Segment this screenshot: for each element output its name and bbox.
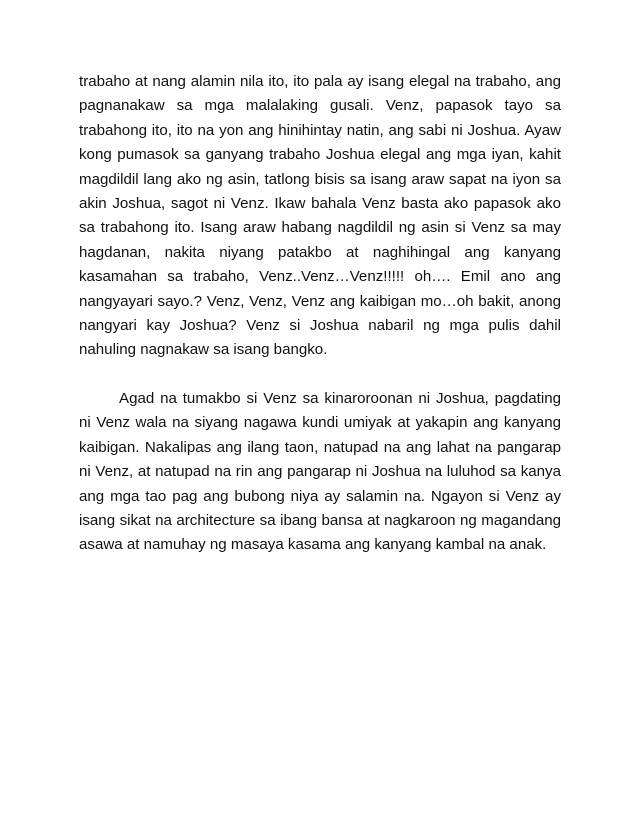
paragraph-2: Agad na tumakbo si Venz sa kinaroroonan ni Joshua, pagdating ni Venz wala na siyang nagawa kundi umiyak at yakapin ang kanyang kaibigan. Nakalipas ang ilang taon, natupad na ang lahat na pangarap ni Venz, at natupad na rin ang pangarap ni Joshua na luluhod sa kanya ang mga tao pag ang bubong niya ay salamin na. Ngayon si Venz ay isang sikat na architecture sa ibang bansa at nagkaroon ng magandang asawa at namuhay ng masaya kasama ang kanyang kambal na anak. — [79, 389, 561, 554]
document-body — [79, 70, 561, 558]
paragraph-1: trabaho at nang alamin nila ito, ito pala ay isang elegal na trabaho, ang pagnanakaw sa mga malalaking gusali. Venz, papasok tayo sa trabahong ito, ito na yon ang hinihintay natin, ang sabi ni Joshua. Ayaw kong pumasok sa ganyang trabaho Joshua elegal ang mga iyan, kahit magdildil lang ako ng asin, tatlong bisis sa isang araw sapat na iyon sa akin Joshua, sagot ni Venz. Ikaw bahala Venz basta ako papasok ako sa trabahong ito. Isang araw habang nagdildil ng asin si Venz sa may hagdanan, nakita niyang patakbo at naghihingal ang kanyang kasamahan sa trabaho, Venz..Venz…Venz!!!!! oh…. Emil ano ang nangyayari sayo.? Venz, Venz, Venz ang kaibigan mo…oh bakit, anong nangyari kay Joshua? Venz si Joshua nabaril ng mga pulis dahil nahuling nagnakaw sa isang bangko. — [79, 73, 561, 359]
